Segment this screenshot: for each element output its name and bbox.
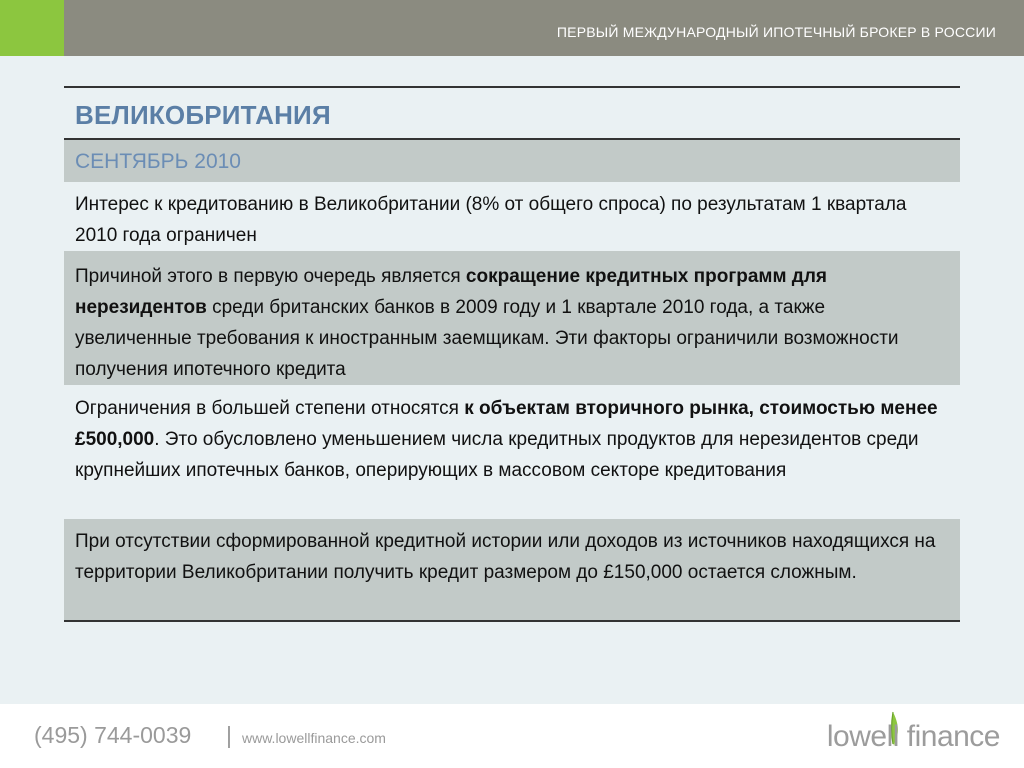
website-link[interactable]: www.lowellfinance.com — [242, 730, 386, 746]
table-title: ВЕЛИКОБРИТАНИЯ — [64, 88, 960, 140]
row-text: Интерес к кредитованию в Великобритании (8% от общего спроса) по результатам 1 квартала 2010 года ограничен — [75, 194, 907, 246]
header-bar — [0, 0, 1024, 56]
row-text: При отсутствии сформированной кредитной истории или доходов из источников находящихся на территории Великобритании получить кредит размером до £150,000 остается сложным. — [75, 531, 936, 583]
footer — [0, 704, 1024, 768]
header-accent — [0, 0, 64, 56]
content-table — [64, 86, 960, 622]
table-row — [64, 182, 960, 251]
row-text: Ограничения в большей степени относятся — [75, 398, 465, 419]
table-row — [64, 251, 960, 385]
table-subtitle: СЕНТЯБРЬ 2010 — [64, 140, 960, 182]
table-row — [64, 519, 960, 620]
row-bold-text: к объектам вторичного рынка, стоимостью менее £500,000 — [75, 398, 938, 450]
header-tagline: ПЕРВЫЙ МЕЖДУНАРОДНЫЙ ИПОТЕЧНЫЙ БРОКЕР В РОССИИ — [556, 24, 996, 40]
row-text: Причиной этого в первую очередь является — [75, 266, 466, 287]
footer-separator: | — [226, 722, 232, 748]
phone-number[interactable]: (495) 744-0039 — [34, 722, 192, 748]
table-row — [64, 385, 960, 519]
row-bold-text: сокращение кредитных программ для нерезидентов — [75, 266, 828, 318]
row-text: . Это обусловлено уменьшением числа кредитных продуктов для нерезидентов среди крупнейших ипотечных банков, оперирующих в массовом секторе кредитования — [75, 429, 919, 481]
logo-text: lowell finance — [826, 720, 1000, 753]
row-text: среди британских банков в 2009 году и 1 квартале 2010 года, а также увеличенные требования к иностранным заемщикам. Эти факторы ограничили возможности получения ипотечного кредита — [75, 297, 899, 380]
company-logo — [820, 708, 1000, 764]
bottom-rule — [64, 620, 960, 622]
